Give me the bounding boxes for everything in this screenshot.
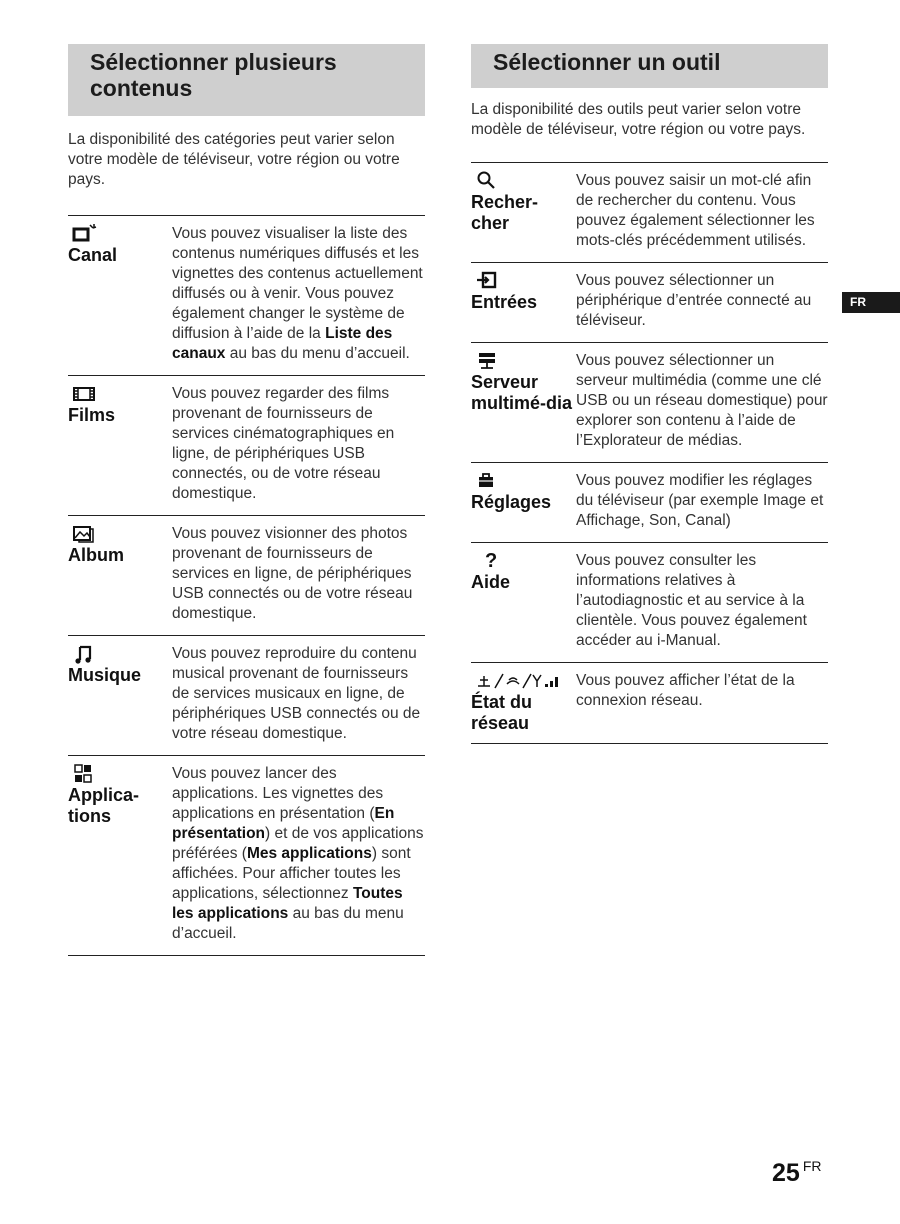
category-name: Canal	[68, 245, 118, 265]
tool-description: Vous pouvez modifier les réglages du téléviseur (par exemple Image et Affichage, Son, Canal)	[576, 472, 824, 529]
tool-description: Vous pouvez sélectionner un périphérique d’entrée connecté au téléviseur.	[576, 272, 812, 329]
table-row	[68, 636, 425, 756]
tools-table	[471, 162, 828, 744]
table-row	[471, 463, 828, 543]
category-description: Vous pouvez lancer des applications. Les vignettes des applications en présentation (En présentation) et de vos applications préférées (Mes applications) sont affichées. Pour afficher toutes les applications, sélectionnez Toutes les applications au bas du menu d’accueil.	[172, 765, 424, 942]
left-column	[68, 44, 425, 956]
app-grid-icon	[68, 763, 172, 785]
table-row	[68, 516, 425, 636]
category-description: Vous pouvez visionner des photos provenant de fournisseurs de services en ligne, de périphériques USB connectés ou de votre réseau domestique.	[172, 525, 413, 622]
search-icon	[471, 170, 576, 192]
music-note-icon	[68, 643, 172, 665]
intro-text-contents: La disponibilité des catégories peut varier selon votre modèle de téléviseur, votre région ou votre pays.	[68, 131, 400, 188]
category-name: Films	[68, 405, 116, 425]
right-column	[471, 44, 828, 744]
tool-description: Vous pouvez sélectionner un serveur multimédia (comme une clé USB ou un réseau domestique) pour explorer son contenu à l’aide de l’Explorateur de médias.	[576, 352, 828, 449]
category-name: Applica-tions	[68, 785, 140, 826]
network-status-icon	[471, 670, 576, 692]
contents-table	[68, 215, 425, 956]
tool-name: État du réseau	[471, 692, 532, 733]
category-description: Vous pouvez regarder des films provenant de fournisseurs de services cinématographiques en ligne, de périphériques USB connectés, ou de votre réseau domestique.	[172, 385, 395, 502]
tool-name: Serveur multimé-dia	[471, 372, 573, 413]
language-tab: FR	[842, 292, 900, 313]
section-title-contents: Sélectionner plusieurs contenus	[68, 44, 425, 116]
tool-description: Vous pouvez afficher l’état de la connexion réseau.	[576, 672, 795, 709]
media-server-icon	[471, 350, 576, 372]
table-row	[471, 663, 828, 744]
tool-name: Entrées	[471, 292, 538, 312]
page-number-suffix: FR	[802, 1158, 822, 1174]
help-icon: ?	[485, 550, 498, 572]
category-name: Album	[68, 545, 124, 565]
settings-toolbox-icon	[471, 470, 576, 492]
category-description: Vous pouvez visualiser la liste des contenus numériques diffusés et les vignettes des contenus actuellement diffusés ou à venir. Vous pouvez également changer le système de diffusion à l’aide de la Liste des canaux au bas du menu d’accueil.	[172, 225, 423, 362]
photo-icon	[68, 523, 172, 545]
tool-description: Vous pouvez saisir un mot-clé afin de rechercher du contenu. Vous pouvez également sélectionner les mots-clés précédemment utilisés.	[576, 172, 815, 249]
section-title-tools: Sélectionner un outil	[471, 44, 828, 88]
table-row	[68, 376, 425, 516]
film-icon	[68, 383, 172, 405]
table-row	[68, 216, 425, 376]
tool-name: Réglages	[471, 492, 552, 512]
category-description: Vous pouvez reproduire du contenu musical provenant de fournisseurs de services musicaux en ligne, de périphériques USB connectés ou de votre réseau domestique.	[172, 645, 421, 742]
category-name: Musique	[68, 665, 142, 685]
intro-text-tools: La disponibilité des outils peut varier selon votre modèle de téléviseur, votre région ou votre pays.	[471, 101, 806, 138]
page-number: 25 $^{FR}$	[772, 1158, 822, 1187]
tv-broadcast-icon	[68, 223, 172, 245]
table-row	[471, 343, 828, 463]
input-icon	[471, 270, 576, 292]
tool-name: Recher-cher	[471, 192, 539, 233]
tool-description: Vous pouvez consulter les informations relatives à l’autodiagnostic et au service à la clientèle. Vous pouvez également accéder au i-Manual.	[576, 552, 807, 649]
table-row	[471, 263, 828, 343]
table-row	[471, 543, 828, 663]
table-row	[68, 756, 425, 956]
tool-name: Aide	[471, 572, 511, 592]
table-row	[471, 163, 828, 263]
